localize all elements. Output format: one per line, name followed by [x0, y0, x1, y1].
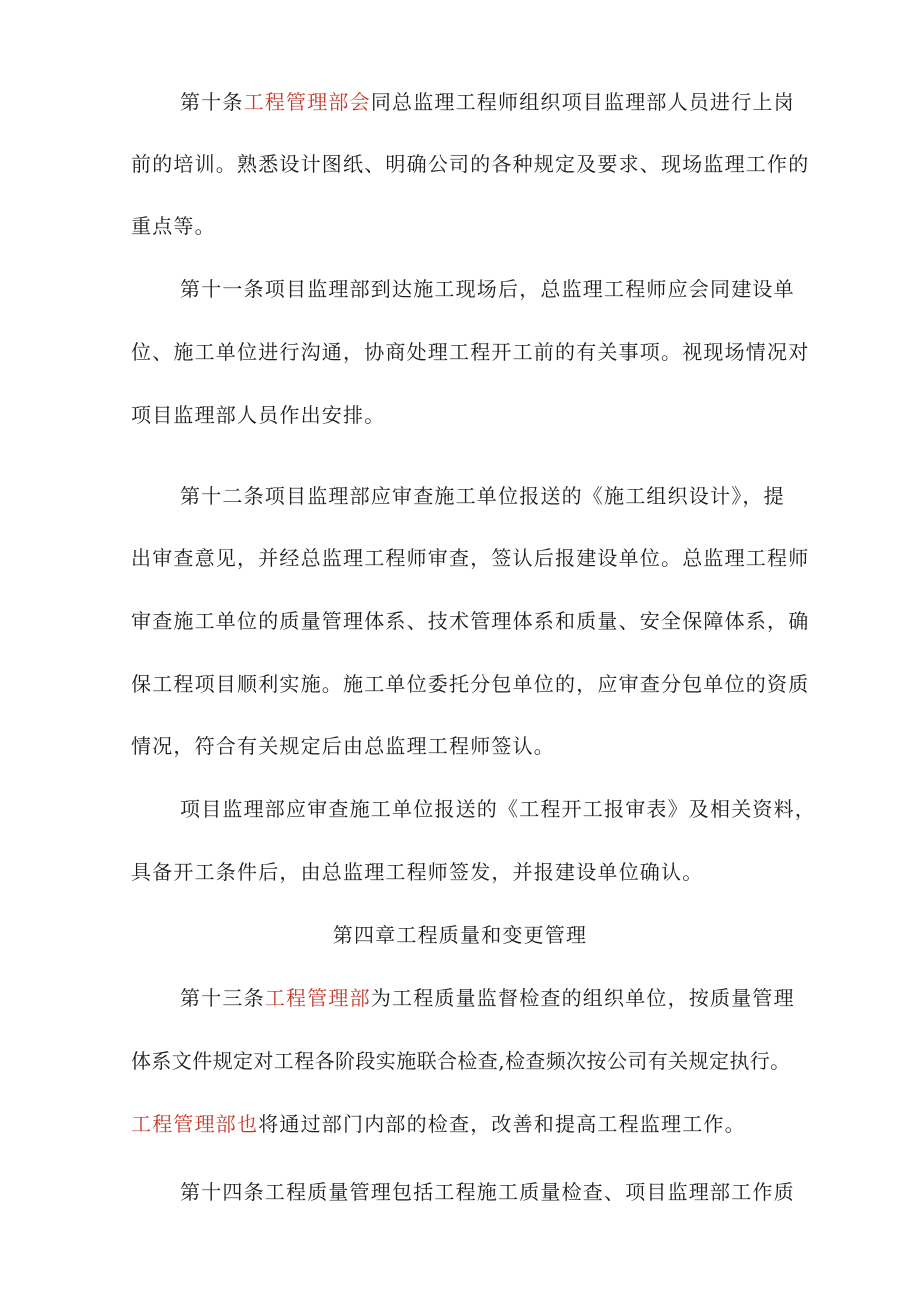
- article-12-line-3: 审查施工单位的质量管理体系、技术管理体系和质量、安全保障体系，确: [131, 609, 810, 633]
- article-14-line-1: 第十四条工程质量管理包括工程施工质量检查、项目监理部工作质: [180, 1180, 795, 1204]
- article-11-line-3: 项目监理部人员作出安排。: [131, 403, 386, 427]
- article-12-line-5: 情况，符合有关规定后由总监理工程师签认。: [131, 734, 555, 758]
- article-13-line-3-text: 将通过部门内部的检查，改善和提高工程监理工作。: [258, 1112, 746, 1136]
- article-13-text: 为工程质量监督检查的组织单位，按质量管理: [370, 986, 795, 1010]
- article-12-line-2: 出审查意见，并经总监理工程师审查，签认后报建设单位。总监理工程师: [131, 546, 810, 570]
- article-11-line-2: 位、施工单位进行沟通，协商处理工程开工前的有关事项。视现场情况对: [131, 340, 810, 364]
- highlighted-term: 工程管理部: [264, 986, 371, 1010]
- article-12-line-4: 保工程项目顺利实施。施工单位委托分包单位的，应审查分包单位的资质: [131, 672, 810, 696]
- article-13-line-2: 体系文件规定对工程各阶段实施联合检查,检查频次按公司有关规定执行。: [131, 1049, 791, 1073]
- article-10-line-3: 重点等。: [131, 214, 216, 238]
- article-10-line-1: [180, 88, 795, 116]
- highlighted-term: 工程管理部会: [243, 90, 371, 114]
- startup-line-2: 具备开工条件后，由总监理工程师签发，并报建设单位确认。: [131, 860, 704, 884]
- article-10-prefix: 第十条: [180, 90, 244, 114]
- chapter-heading: 第四章工程质量和变更管理: [332, 923, 588, 947]
- article-11-line-1: 第十一条项目监理部到达施工现场后，总监理工程师应会同建设单: [180, 277, 795, 301]
- article-13-line-3: [131, 1110, 746, 1138]
- article-10-line-2: 前的培训。熟悉设计图纸、明确公司的各种规定及要求、现场监理工作的: [131, 152, 810, 176]
- article-13-prefix: 第十三条: [180, 986, 265, 1010]
- article-12-line-1: 第十二条项目监理部应审查施工单位报送的《施工组织设计》，提: [180, 484, 785, 508]
- highlighted-term: 工程管理部也: [131, 1112, 259, 1136]
- article-10-text: 同总监理工程师组织项目监理部人员进行上岗: [370, 90, 795, 114]
- article-13-line-1: [180, 984, 795, 1012]
- startup-line-1: 项目监理部应审查施工单位报送的《工程开工报审表》及相关资料，: [180, 797, 816, 821]
